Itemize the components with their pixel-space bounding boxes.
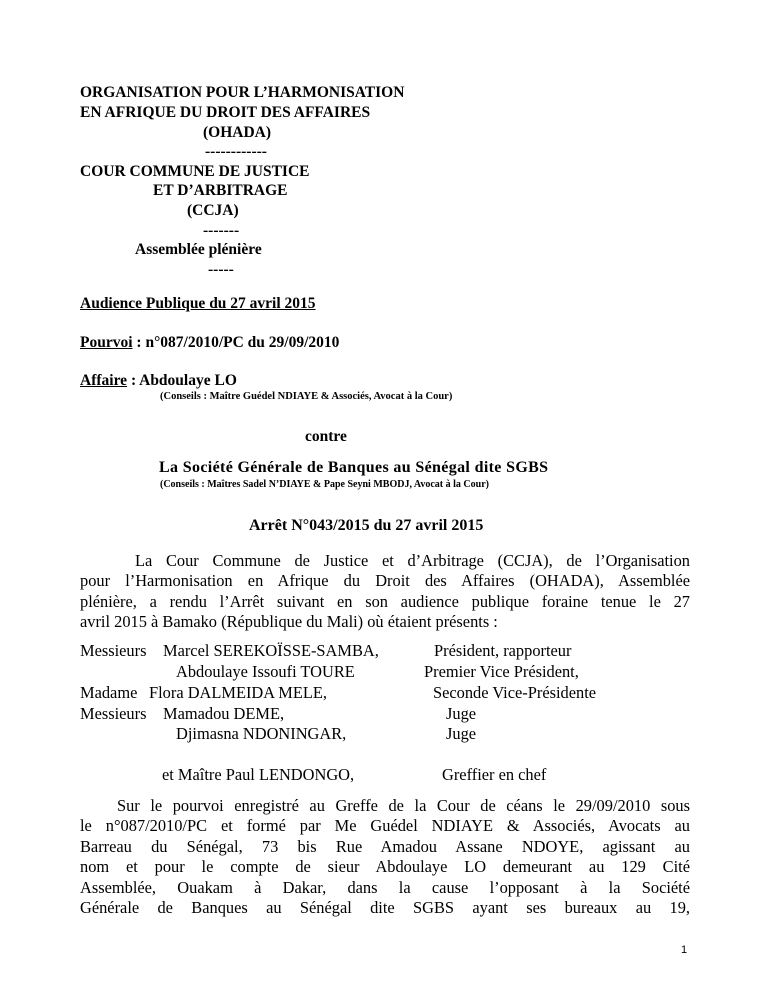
composition-name-1: Marcel SEREKOÏSSE-SAMBA, — [163, 641, 379, 660]
body-line: Générale de Banques au Sénégal dite SGBS ayant ses bureaux au 19, — [80, 898, 690, 918]
affaire-label: Affaire — [80, 372, 128, 389]
body-line: Barreau du Sénégal, 73 bis Rue Amadou Assane NDOYE, agissant au — [80, 836, 690, 856]
composition-name-5: Djimasna NDONINGAR, — [176, 724, 347, 743]
body-paragraph — [80, 796, 690, 918]
affaire-counsel: (Conseils : Maître Guédel NDIAYE & Associés, Avocat à la Cour) — [160, 391, 453, 402]
hearing-date: Audience Publique du 27 avril 2015 — [80, 295, 316, 312]
greffier-name: et Maître Paul LENDONGO, — [162, 765, 355, 784]
composition-role-1: Président, rapporteur — [434, 641, 572, 660]
contre-label: contre — [305, 428, 347, 445]
composition-title-4: Messieurs — [80, 704, 147, 723]
separator-1: ------------ — [205, 143, 267, 160]
arret-title: Arrêt N°043/2015 du 27 avril 2015 — [249, 517, 484, 534]
org-line-2: EN AFRIQUE DU DROIT DES AFFAIRES — [80, 104, 371, 121]
opponent-name: La Société Générale de Banques au Sénégal dite SGBS — [159, 459, 549, 476]
intro-line: plénière, a rendu l’Arrêt suivant en son audience publique foraine tenue le 27 — [80, 591, 690, 611]
chamber-name: Assemblée plénière — [135, 241, 262, 258]
affaire-value: : Abdoulaye LO — [127, 372, 237, 389]
composition-name-2: Abdoulaye Issoufi TOURE — [176, 662, 355, 681]
intro-line: avril 2015 à Bamako (République du Mali) où étaient présents : — [80, 612, 498, 632]
pourvoi-value: : n°087/2010/PC du 29/09/2010 — [132, 334, 340, 351]
body-line: Assemblée, Ouakam à Dakar, dans la cause l’opposant à la Société — [80, 877, 690, 897]
affaire-line — [80, 372, 237, 390]
pourvoi-line — [80, 334, 339, 352]
composition-role-5: Juge — [446, 724, 477, 743]
separator-2: ------- — [203, 222, 240, 239]
greffier-role: Greffier en chef — [442, 765, 547, 784]
body-line: nom et pour le compte de sieur Abdoulaye LO demeurant au 129 Cité — [80, 857, 690, 877]
org-line-1: ORGANISATION POUR L’HARMONISATION — [80, 84, 405, 101]
separator-3: ----- — [208, 261, 234, 278]
intro-line: La Cour Commune de Justice et d’Arbitrage (CCJA), de l’Organisation — [135, 551, 690, 570]
court-line-1: COUR COMMUNE DE JUSTICE — [80, 163, 310, 180]
body-line: le n°087/2010/PC et formé par Me Guédel NDIAYE & Associés, Avocats au — [80, 816, 690, 836]
body-line: Sur le pourvoi enregistré au Greffe de la Cour de céans le 29/09/2010 sous — [117, 796, 690, 815]
court-line-2: ET D’ARBITRAGE — [153, 182, 288, 199]
composition-name-3: Flora DALMEIDA MELE, — [149, 683, 327, 702]
intro-paragraph — [80, 551, 690, 633]
composition-name-4: Mamadou DEME, — [163, 704, 285, 723]
page-number: 1 — [681, 944, 688, 956]
court-acronym: (CCJA) — [187, 202, 239, 219]
composition-role-2: Premier Vice Président, — [424, 662, 579, 681]
pourvoi-label: Pourvoi — [80, 334, 133, 351]
intro-line: pour l’Harmonisation en Afrique du Droit des Affaires (OHADA), Assemblée — [80, 571, 690, 591]
composition-title-1: Messieurs — [80, 641, 147, 660]
composition-title-3: Madame — [80, 683, 138, 702]
opponent-counsel: (Conseils : Maîtres Sadel N’DIAYE & Pape Seyni MBODJ, Avocat à la Cour) — [160, 479, 489, 490]
composition-role-3: Seconde Vice-Présidente — [433, 683, 597, 702]
composition-role-4: Juge — [446, 704, 477, 723]
org-acronym: (OHADA) — [203, 124, 272, 141]
